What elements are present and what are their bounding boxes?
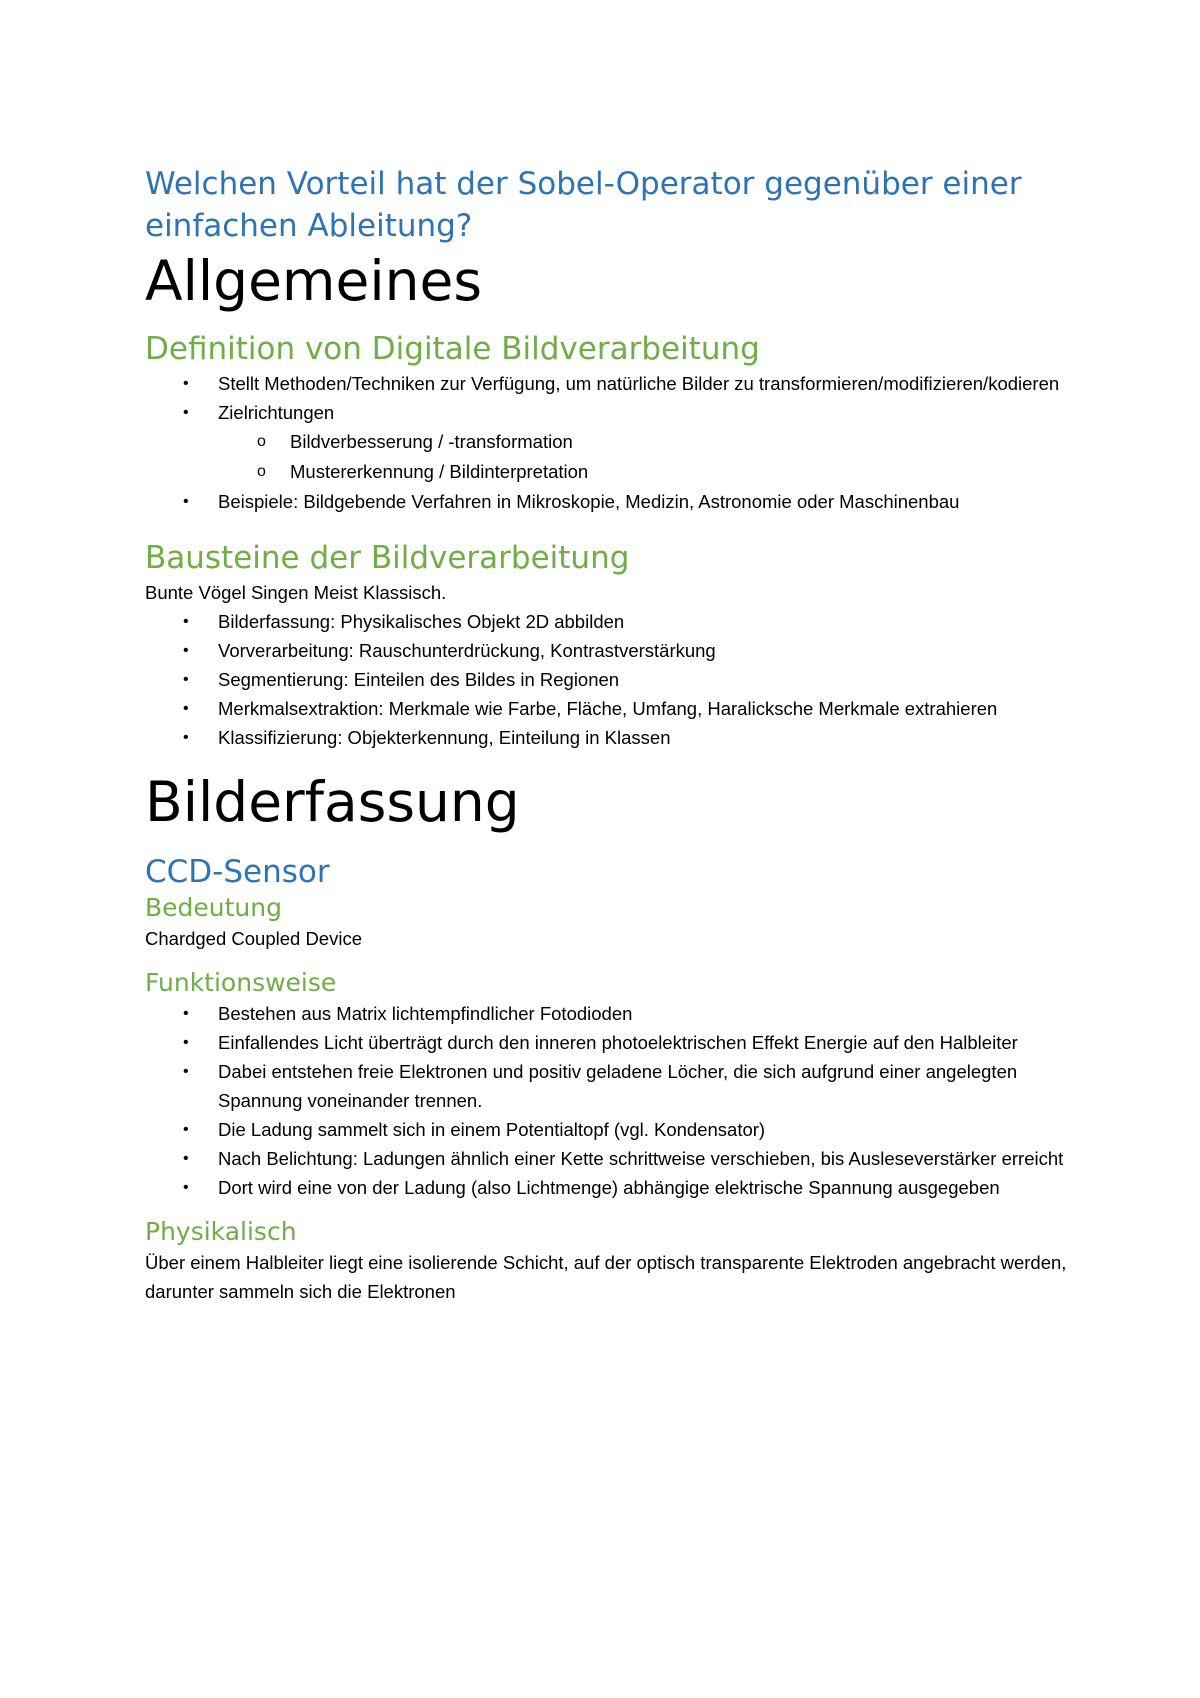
bedeutung-text: Chardged Coupled Device	[145, 928, 362, 949]
heading-bedeutung: Bedeutung	[145, 893, 282, 922]
list-item-text: Klassifizierung: Objekterkennung, Einteilung in Klassen	[218, 727, 671, 748]
list-item-text: Stellt Methoden/Techniken zur Verfügung, um natürliche Bilder zu transformieren/modifizieren/kodieren	[218, 373, 1060, 394]
bausteine-list	[145, 607, 1075, 752]
bullet-marker: •	[183, 642, 189, 659]
bullet-marker: •	[183, 613, 189, 630]
question-heading	[145, 163, 1075, 247]
bullet-marker: •	[183, 1121, 189, 1138]
bullet-marker: •	[183, 729, 189, 746]
bullet-marker: •	[183, 700, 189, 717]
heading-definition: Definition von Digitale Bildverarbeitung	[145, 331, 760, 367]
list-item	[145, 1028, 1075, 1057]
list-item-text: Nach Belichtung: Ladungen ähnlich einer Kette schrittweise verschieben, bis Ausleseverstärker erreicht	[218, 1148, 1064, 1169]
list-item	[145, 723, 1075, 752]
bullet-marker: •	[183, 671, 189, 688]
heading-funktionsweise: Funktionsweise	[145, 968, 337, 997]
list-item	[145, 636, 1075, 665]
bausteine-intro: Bunte Vögel Singen Meist Klassisch.	[145, 582, 447, 603]
heading-physikalisch: Physikalisch	[145, 1217, 297, 1246]
list-item-text: Beispiele: Bildgebende Verfahren in Mikroskopie, Medizin, Astronomie oder Maschinenbau	[218, 491, 960, 512]
bullet-marker: •	[183, 1063, 189, 1080]
bullet-marker: •	[183, 493, 189, 510]
section-title-bilderfassung: Bilderfassung	[145, 770, 520, 834]
list-item	[145, 607, 1075, 636]
list-item-text: Bilderfassung: Physikalisches Objekt 2D abbilden	[218, 611, 625, 632]
list-item-text: Dort wird eine von der Ladung (also Lichtmenge) abhängige elektrische Spannung ausgegeben	[218, 1177, 1000, 1198]
list-item	[145, 1144, 1075, 1173]
bullet-marker: •	[183, 404, 189, 421]
list-item	[145, 487, 1075, 516]
bullet-marker: •	[183, 1150, 189, 1167]
list-item	[145, 999, 1075, 1028]
sub-list-item-text: Bildverbesserung / -transformation	[290, 431, 573, 452]
list-item	[145, 665, 1075, 694]
heading-ccd-sensor: CCD-Sensor	[145, 854, 330, 890]
list-item	[145, 1173, 1075, 1202]
sub-list-item-text: Mustererkennung / Bildinterpretation	[290, 461, 589, 482]
heading-bausteine: Bausteine der Bildverarbeitung	[145, 540, 630, 576]
list-item	[145, 398, 1075, 487]
sub-list-item	[145, 457, 1075, 487]
definition-list	[145, 369, 1075, 516]
question-line-1: Welchen Vorteil hat der Sobel-Operator gegenüber einer	[145, 166, 1022, 202]
section-title-allgemeines: Allgemeines	[145, 249, 482, 313]
physikalisch-text: Über einem Halbleiter liegt eine isolierende Schicht, auf der optisch transparente Elektroden angebracht werden, darunter sammeln sich die Elektronen	[145, 1252, 1067, 1302]
list-item-text: Merkmalsextraktion: Merkmale wie Farbe, Fläche, Umfang, Haralicksche Merkmale extrahieren	[218, 698, 998, 719]
bullet-marker: •	[183, 1034, 189, 1051]
list-item-text: Zielrichtungen	[218, 402, 335, 423]
list-item-text: Dabei entstehen freie Elektronen und positiv geladene Löcher, die sich aufgrund einer angelegten Spannung voneinander trennen.	[218, 1061, 1018, 1111]
bullet-marker: •	[183, 375, 189, 392]
list-item-text: Einfallendes Licht überträgt durch den inneren photoelektrischen Effekt Energie auf den Halbleiter	[218, 1032, 1018, 1053]
list-item	[145, 694, 1075, 723]
list-item-text: Vorverarbeitung: Rauschunterdrückung, Kontrastverstärkung	[218, 640, 716, 661]
bullet-marker: •	[183, 1179, 189, 1196]
sub-bullet-marker: o	[257, 433, 266, 450]
question-line-2: einfachen Ableitung?	[145, 208, 473, 244]
sub-list-item	[145, 427, 1075, 457]
list-item	[145, 1115, 1075, 1144]
sub-list	[145, 427, 1075, 487]
funktionsweise-list	[145, 999, 1075, 1202]
list-item-text: Die Ladung sammelt sich in einem Potentialtopf (vgl. Kondensator)	[218, 1119, 766, 1140]
list-item	[145, 1057, 1075, 1115]
list-item	[145, 369, 1075, 398]
sub-bullet-marker: o	[257, 463, 266, 480]
list-item-text: Segmentierung: Einteilen des Bildes in Regionen	[218, 669, 620, 690]
bullet-marker: •	[183, 1005, 189, 1022]
list-item-text: Bestehen aus Matrix lichtempfindlicher Fotodioden	[218, 1003, 633, 1024]
document-content	[145, 163, 1075, 1306]
